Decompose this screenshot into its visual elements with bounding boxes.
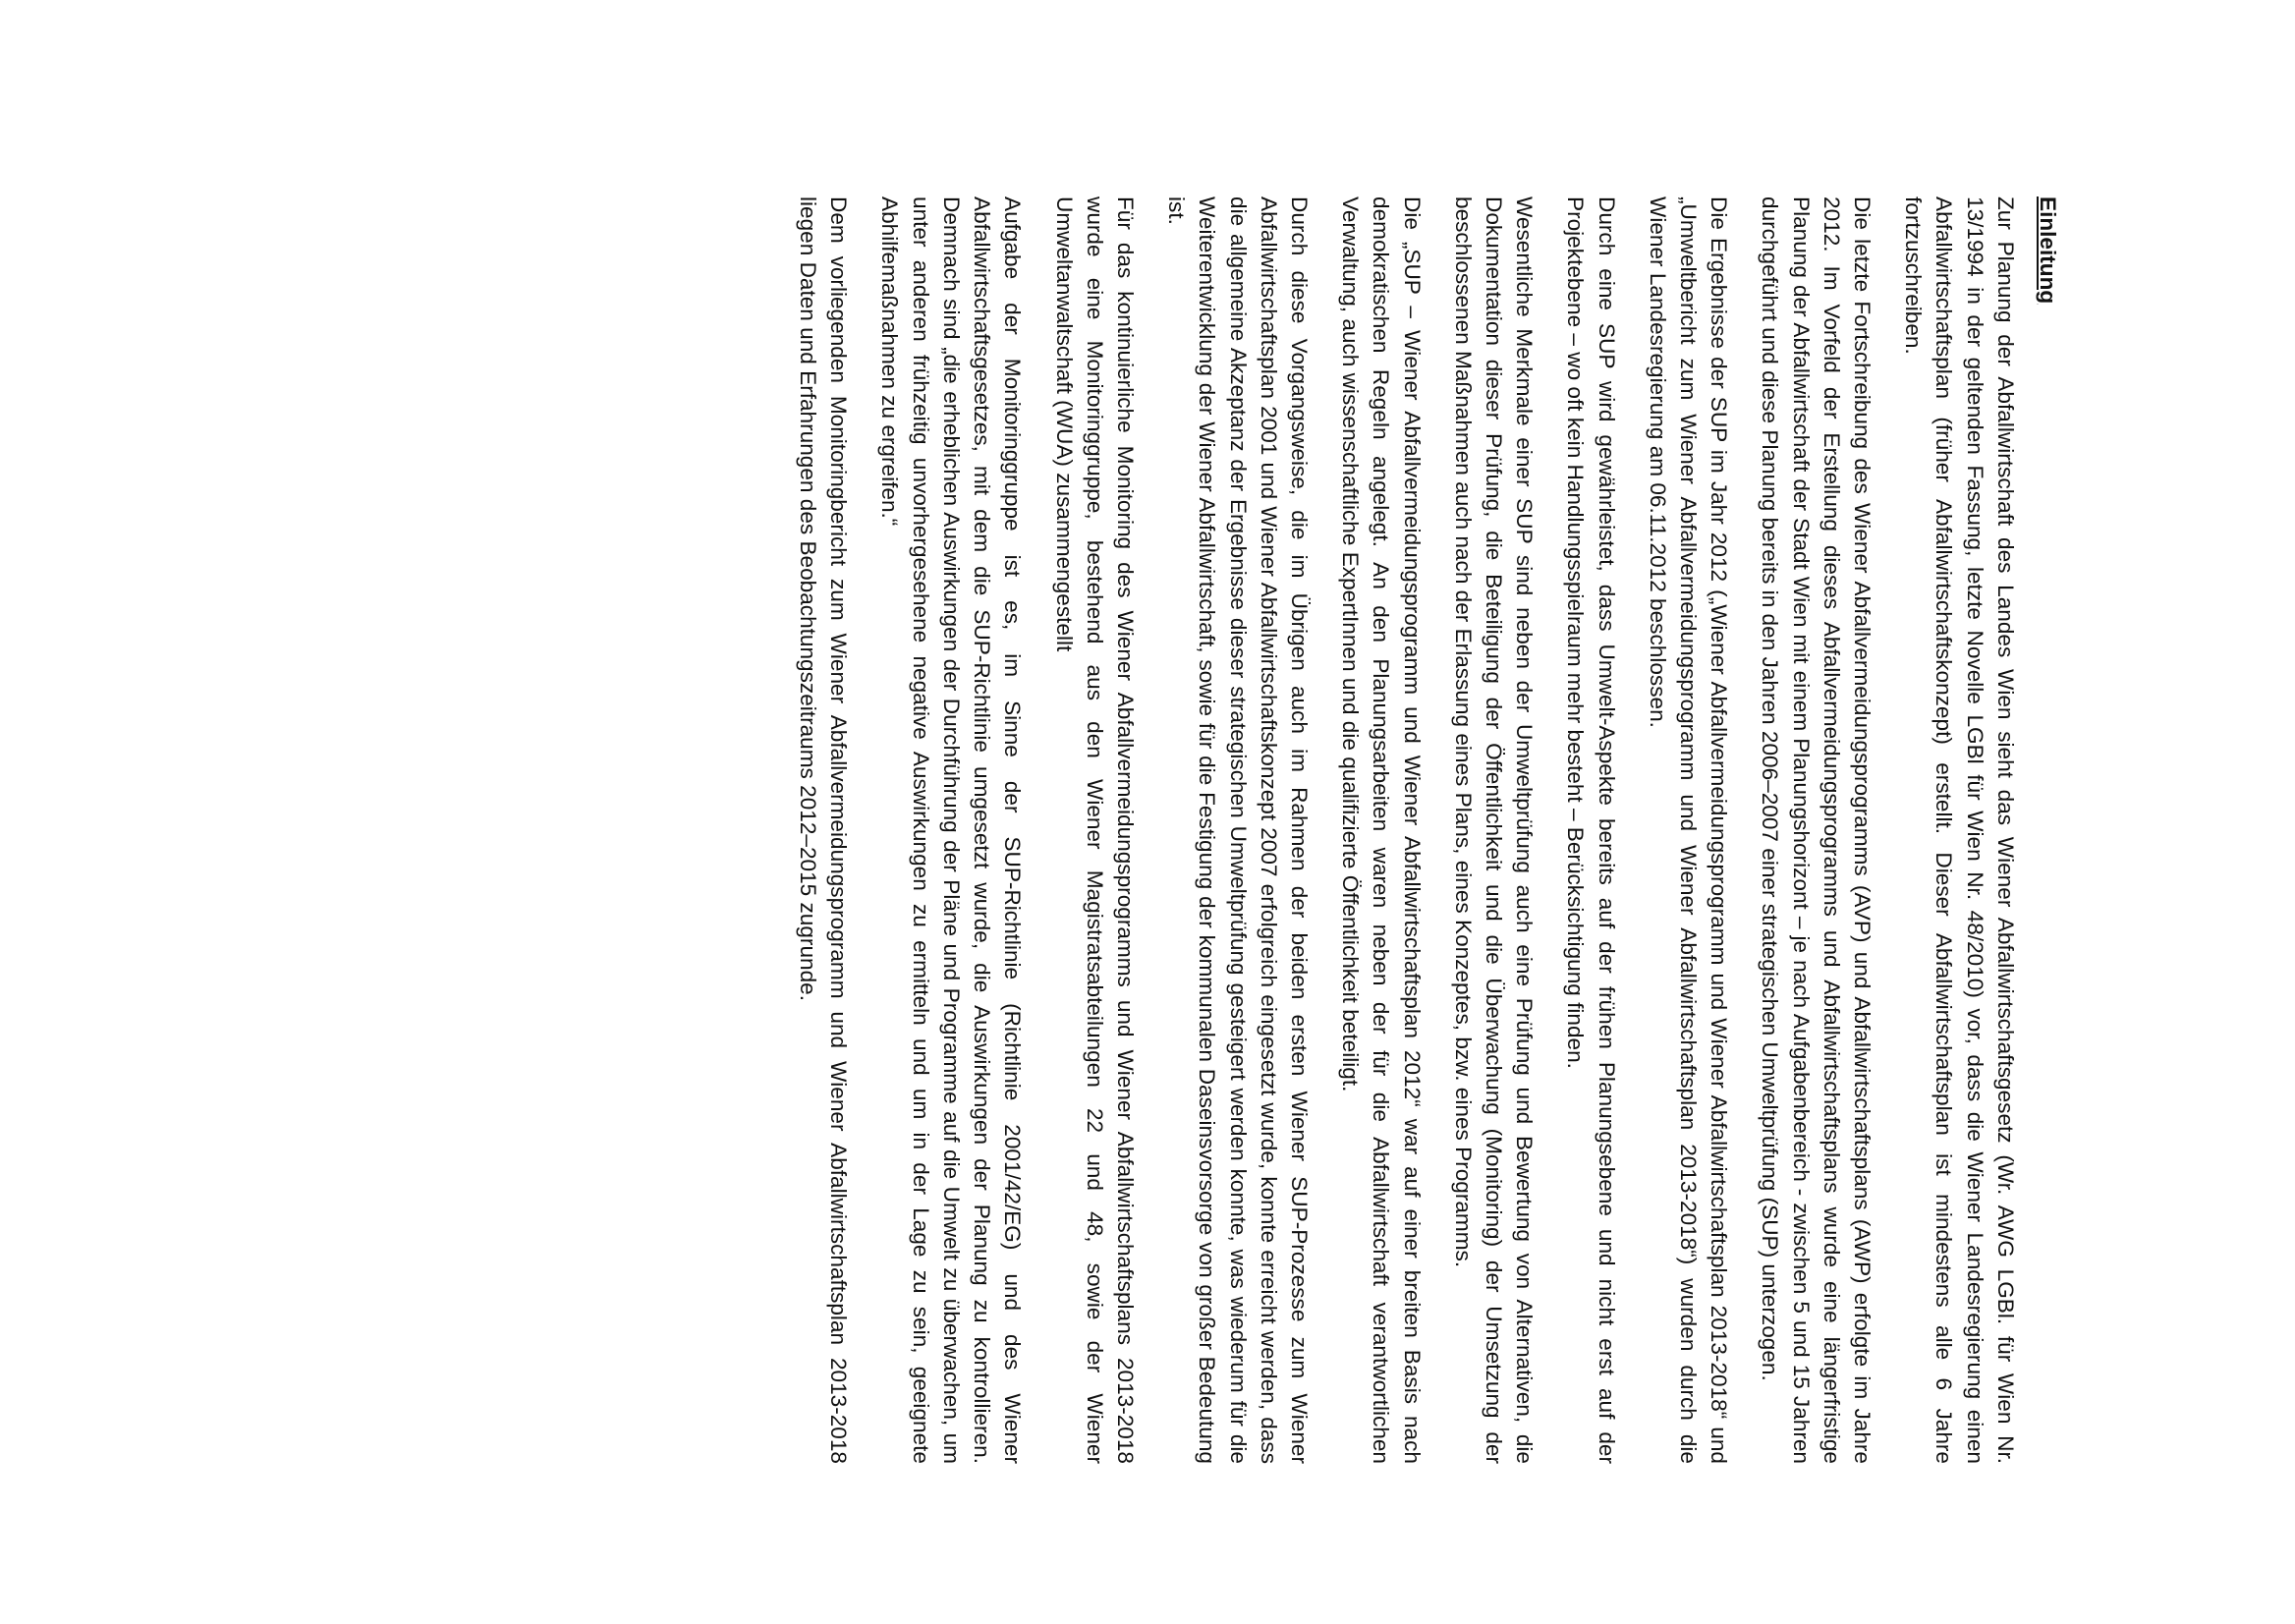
document-content: [772, 196, 2063, 1464]
paragraph-procedure: Durch diese Vorgangsweise, die im Übrigen auch im Rahmen der beiden ersten Wiener SUP-Prozesse zum Wiener Abfallwirtschaftsplan 2001 und Wiener Abfallwirtschaftskonzept 2007 erfolgreich eingesetzt wurde, konnte erreicht werden, dass die allgemeine Akzeptanz der Ergebnisse dieser strategischen Umweltprüfung gesteigert werden konnte, was wiederum für die Weiterentwicklung der Wiener Abfallwirtschaft, sowie für die Festigung der kommunalen Daseinsvorsorge von großer Bedeutung ist.: [1164, 196, 1312, 1464]
paragraph-last-update: Die letzte Fortschreibung des Wiener Abfallvermeidungsprogramms (AVP) und Abfallwirtschaftsplans (AWP) erfolgte im Jahre 2012. Im Vorfeld der Erstellung dieses Abfallvermeidungsprogramms und Abfallwirtschaftsplans wurde eine längerfristige Planung der Abfallwirtschaft der Stadt Wien mit einem Planungshorizont – je nach Aufgabenbereich - zwischen 5 und 15 Jahren durchgeführt und diese Planung bereits in den Jahren 2006–2007 einer strategischen Umweltprüfung (SUP) unterzogen.: [1758, 196, 1875, 1464]
paragraph-sup-results: Die Ergebnisse der SUP im Jahr 2012 („Wiener Abfallvermeidungsprogramm und Wiener Abfallwirtschaftsplan 2013-2018“ und „Umweltbericht zum Wiener Abfallvermeidungsprogramm und Wiener Abfallwirtschaftsplan 2013-2018“) wurden durch die Wiener Landesregierung am 06.11.2012 beschlossen.: [1645, 196, 1732, 1464]
paragraph-monitoring-task: Aufgabe der Monitoringgruppe ist es, im Sinne der SUP-Richtlinie (Richtlinie 2001/42/EG) und des Wiener Abfallwirtschaftsgesetzes, mit dem die SUP-Richtlinie umgesetzt wurde, die Auswirkungen der Planung zu kontrollieren. Demnach sind „die erheblichen Auswirkungen der Durchführung der Pläne und Programme auf die Umwelt zu überwachen, um unter anderen frühzeitig unvorhergesehene negative Auswirkungen zu ermitteln und um in der Lage zu sein, geeignete Abhilfemaßnahmen zu ergreifen.“: [877, 196, 1026, 1464]
paragraph-sup-purpose: Durch eine SUP wird gewährleistet, dass Umwelt-Aspekte bereits auf der frühen Planungsebene und nicht erst auf der Projektebene – wo oft kein Handlungsspielraum mehr besteht – Berücksichtigung finden.: [1563, 196, 1619, 1464]
paragraph-report-basis: Dem vorliegenden Monitoringbericht zum Wiener Abfallvermeidungsprogramm und Wiener Abfallwirtschaftsplan 2013-2018 liegen Daten und Erfahrungen des Beobachtungszeitraums 2012–2015 zugrunde.: [796, 196, 852, 1464]
paragraph-sup-participation: Die „SUP – Wiener Abfallvermeidungsprogramm und Wiener Abfallwirtschaftsplan 2012“ war auf einer breiten Basis nach demokratischen Regeln angelegt. An den Planungsarbeiten waren neben der für die Abfallwirtschaft verantwortlichen Verwaltung, auch wissenschaftliche ExpertInnen und die qualifizierte Öffentlichkeit beteiligt.: [1338, 196, 1425, 1464]
paragraph-legal-basis: Zur Planung der Abfallwirtschaft des Landes Wien sieht das Wiener Abfallwirtschaftsgesetz (Wr. AWG LGBl. für Wien Nr. 13/1994 in der geltenden Fassung, letzte Novelle LGBl für Wien Nr. 48/2010) vor, dass die Wiener Landesregierung einen Abfallwirtschaftsplan (früher Abfallwirtschaftskonzept) erstellt. Dieser Abfallwirtschaftsplan ist mindestens alle 6 Jahre fortzuschreiben.: [1901, 196, 2018, 1464]
section-heading: Einleitung: [2036, 196, 2060, 305]
paragraph-monitoring-group: Für das kontinuierliche Monitoring des Wiener Abfallvermeidungsprogramms und Wiener Abfallwirtschaftsplans 2013-2018 wurde eine Monitoringgruppe, bestehend aus den Wiener Magistratsabteilungen 22 und 48, sowie der Wiener Umweltanwaltschaft (WUA) zusammengestellt: [1051, 196, 1138, 1464]
paragraph-sup-features: Wesentliche Merkmale einer SUP sind neben der Umweltprüfung auch eine Prüfung und Bewertung von Alternativen, die Dokumentation dieser Prüfung, die Beteiligung der Öffentlichkeit und die Überwachung (Monitoring) der Umsetzung der beschlossenen Maßnahmen auch nach der Erlassung eines Plans, eines Konzeptes, bzw. eines Programms.: [1450, 196, 1538, 1464]
